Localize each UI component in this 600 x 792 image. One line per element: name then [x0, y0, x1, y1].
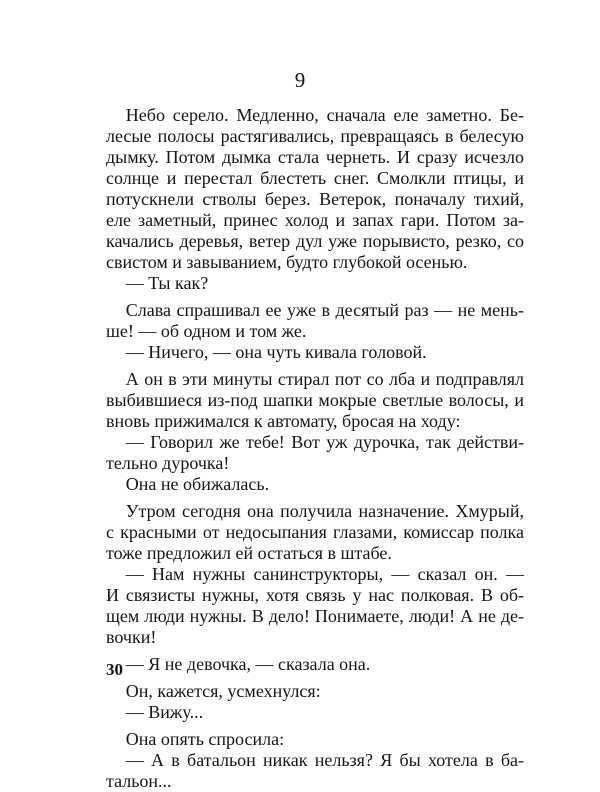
text-line: Утром сегодня она получила назначение. Хмурый,	[125, 501, 524, 521]
text-line: качались деревья, ветер дул уже порывисто, резко, со	[106, 231, 524, 251]
text-line: Небо серело. Медленно, сначала еле заметно. Бе-	[125, 105, 524, 125]
text-line: — Нам нужны санинструкторы, — сказал он. —	[125, 564, 524, 584]
text-line: ше! — об одном и том же.	[106, 321, 307, 341]
text-line: вновь прижимался к автомату, бросая на ходу:	[106, 411, 461, 431]
text-line: — Ничего, — она чуть кивала головой.	[125, 342, 427, 362]
text-line: Она не обижалась.	[125, 474, 270, 494]
text-line: — Ты как?	[125, 273, 209, 293]
text-line: дымку. Потом дымка стала чернеть. И сразу исчезло	[106, 147, 524, 167]
text-line: И связисты нужны, хотя связь у нас полковая. В об-	[106, 585, 524, 605]
text-line: Она опять спросила:	[125, 729, 285, 749]
text-line: А он в эти минуты стирал пот со лба и подправлял	[125, 369, 524, 389]
text-line: свистом и завыванием, будто глубокой осенью.	[106, 252, 468, 272]
page-number: 30	[106, 660, 123, 679]
text-line: — Говорил же тебе! Вот уж дурочка, так действи-	[125, 432, 524, 452]
text-line: солнце и перестал блестеть снег. Смолкли птицы, и	[106, 168, 524, 188]
text-line: щем люди нужны. В дело! Понимаете, люди! А не де-	[106, 606, 524, 626]
body-text	[106, 105, 524, 792]
text-line: лесые полосы растягивались, превращаясь в белесую	[106, 126, 524, 146]
text-line: вочки!	[106, 627, 157, 647]
text-line: — А в батальон никак нельзя? Я бы хотела в ба-	[125, 750, 524, 770]
text-line: выбившиеся из-под шапки мокрые светлые волосы, и	[106, 390, 524, 410]
text-line: тальон...	[106, 771, 172, 791]
text-line: Он, кажется, усмехнулся:	[125, 681, 321, 701]
text-line: тельно дурочка!	[106, 453, 230, 473]
text-line: Слава спрашивал ее уже в десятый раз — не мень-	[125, 300, 524, 320]
text-line: с красными от недосыпания глазами, комиссар полка	[106, 522, 524, 542]
text-line: потускнели стволы берез. Ветерок, поначалу тихий,	[106, 189, 524, 209]
text-line: еле заметный, принес холод и запах гари. Потом за-	[106, 210, 524, 230]
text-line: — Вижу...	[125, 702, 204, 722]
text-line: тоже предложил ей остаться в штабе.	[106, 543, 392, 563]
text-line: — Я не девочка, — сказала она.	[125, 654, 371, 674]
chapter-number: 9	[294, 68, 306, 92]
